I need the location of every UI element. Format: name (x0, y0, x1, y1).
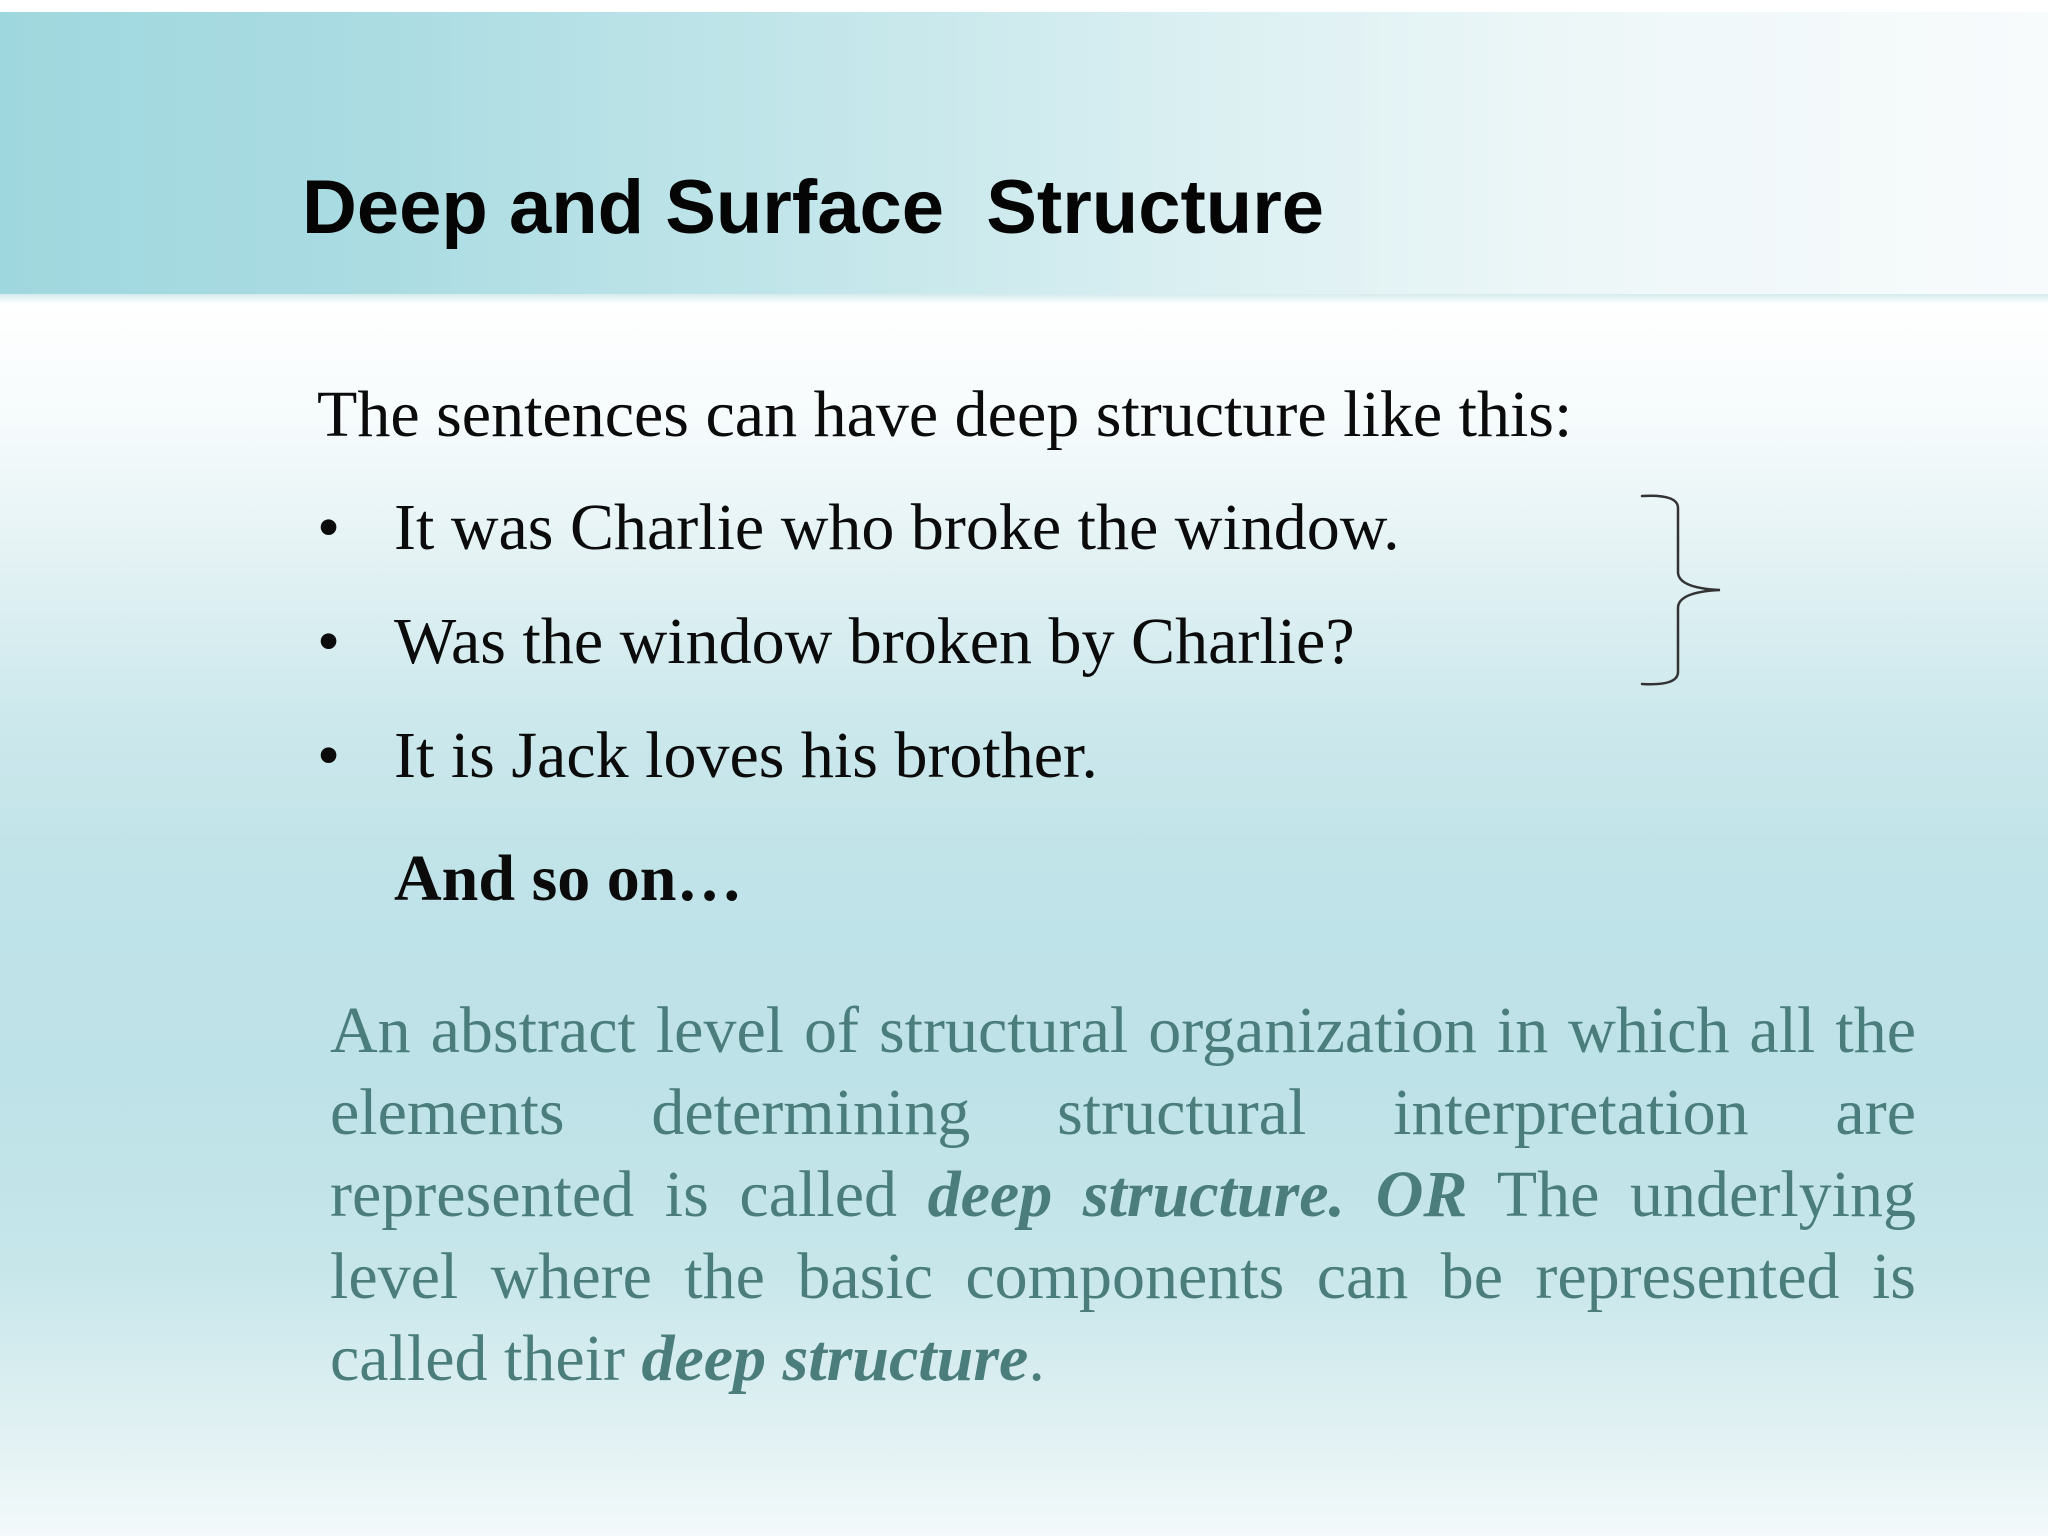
deep-structure-term: deep structure (641, 1322, 1029, 1395)
list-item-text: Was the window broken by Charlie? (394, 605, 1355, 678)
or-term: OR (1375, 1158, 1468, 1231)
definition-text: The underlying level where the basic components can be represented is called their (330, 1158, 1916, 1395)
bullet-icon: • (317, 491, 341, 564)
header-divider (0, 294, 2048, 304)
list-item-text: It was Charlie who broke the window. (394, 491, 1400, 564)
and-so-on-text: And so on… (394, 842, 743, 915)
slide-title: Deep and Surface Structure (302, 165, 1325, 250)
definition-space (1345, 1158, 1376, 1231)
header-band (0, 12, 2048, 294)
bullet-icon: • (317, 719, 341, 792)
top-strip (0, 0, 2048, 12)
definition-period: . (1028, 1322, 1045, 1395)
deep-structure-term: deep structure. (927, 1158, 1346, 1231)
definition-text: An abstract level of structural organization in which all the elements determining structural interpretation are represented is called (330, 994, 1916, 1231)
list-item-text: It is Jack loves his brother. (394, 719, 1098, 792)
intro-text: The sentences can have deep structure like this: (317, 378, 1573, 451)
bullet-icon: • (317, 605, 341, 678)
right-curly-brace-icon (1636, 490, 1722, 690)
definition-paragraph (330, 990, 1916, 1400)
